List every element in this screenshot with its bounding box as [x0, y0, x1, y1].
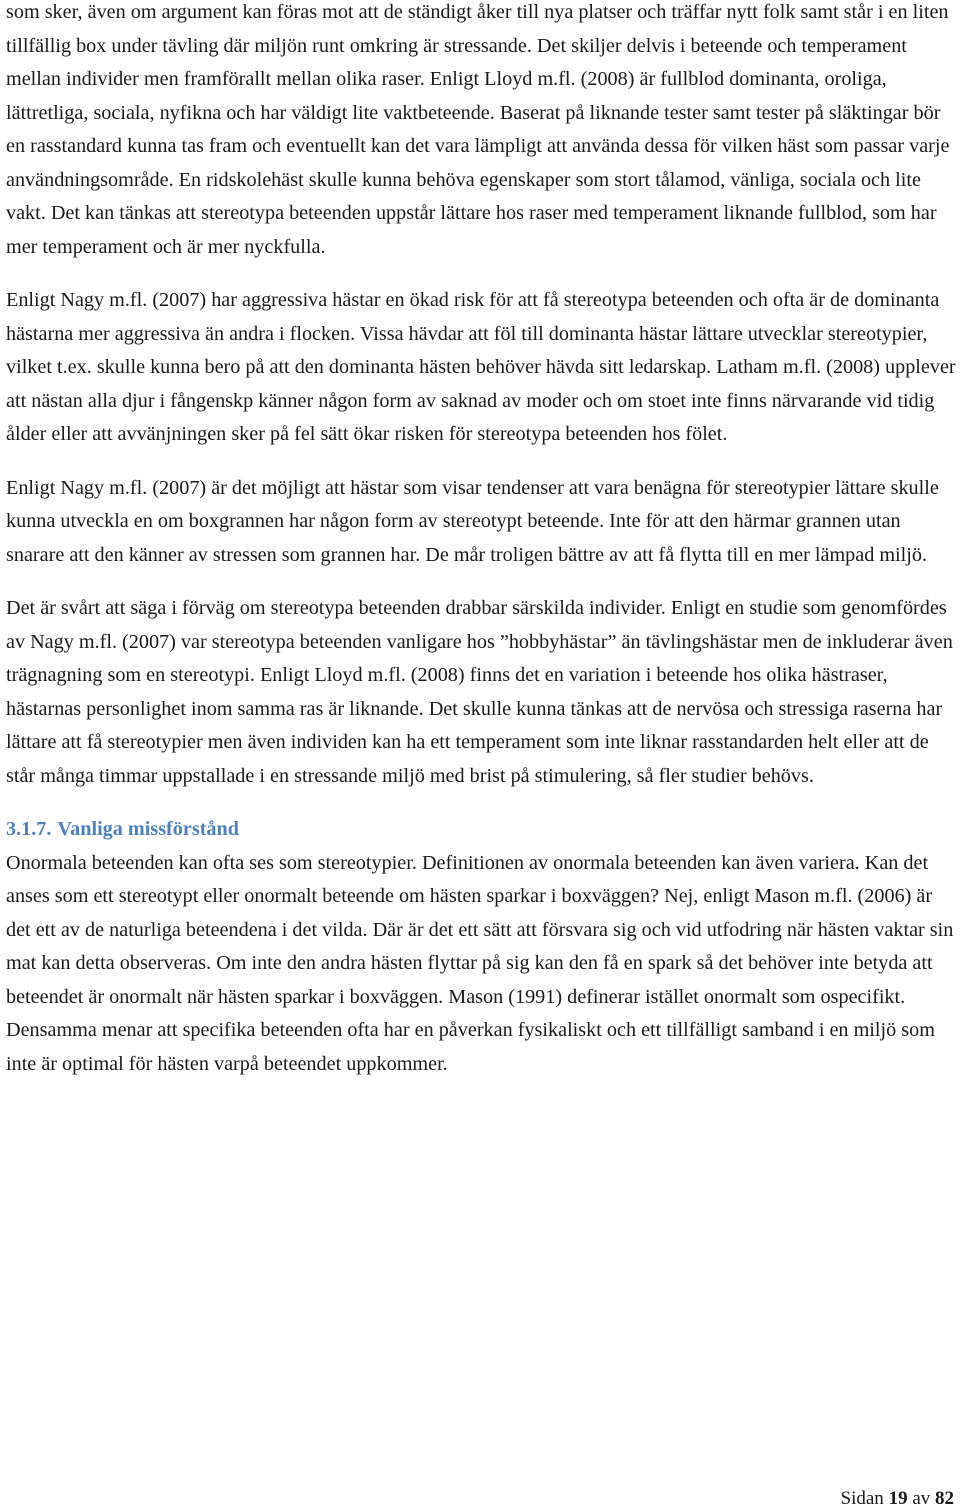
body-paragraph: som sker, även om argument kan föras mot att de ständigt åker till nya platser och träffar nytt folk samt står i en liten tillfällig box under tävling där miljön runt omkring är stressande. Det skiljer delvis i beteende och temperament mellan individer men framförallt mellan olika raser. Enligt Lloyd m.fl. (2008) är fullblod dominanta, oroliga, lättretliga, sociala, nyfikna och har väldigt lite vaktbeteende. Baserat på liknande tester samt tester på släktingar bör en rasstandard kunna tas fram och eventuellt kan det vara lämpligt att använda dessa för vilken häst som passar varje användningsområde. En ridskolehäst skulle kunna behöva egenskaper som stort tålamod, vänliga, sociala och lite vakt. Det kan tänkas att stereotypa beteenden uppstår lättare hos raser med temperament liknande fullblod, som har mer temperament och är mer nyckfulla. — [6, 1, 950, 258]
body-paragraph: Det är svårt att säga i förväg om stereotypa beteenden drabbar särskilda individer. Enligt en studie som genomfördes av Nagy m.fl. (2007) var stereotypa beteenden vanligare hos ”hobbyhästar” än tävlingshästar men de inkluderar även trägnagning som en stereotypi. Enligt Lloyd m.fl. (2008) finns det en variation i beteende hos olika hästraser, hästarnas personlighet inom samma ras är liknande. Det skulle kunna tänkas att de nervösa och stressiga raserna har lättare att få stereotypier men även individen kan ha ett temperament som inte liknar rasstandarden helt eller att de står många timmar uppstallade i en stressande miljö med brist på stimulering, så fler studier behövs. — [6, 597, 953, 787]
section-paragraph: Onormala beteenden kan ofta ses som stereotypier. Definitionen av onormala beteenden kan även variera. Kan det anses som ett stereotypt eller onormalt beteende om hästen sparkar i boxväggen? Nej, enligt Mason m.fl. (2006) är det ett av de naturliga beteendena i det vilda. Där är det ett sätt att försvara sig och vid utfodring när hästen vaktar sin mat kan detta observeras. Om inte den andra hästen flyttar på sig kan den få en spark så det behöver inte betyda att beteendet är onormalt när hästen sparkar i boxväggen. Mason (1991) definerar istället onormalt som ospecifikt. Densamma menar att specifika beteenden ofta har en påverkan fysikaliskt och ett tillfälligt samband i en miljö som inte är optimal för hästen varpå beteendet uppkommer. — [6, 851, 954, 1075]
section-heading — [6, 813, 956, 847]
footer-page-word: Sidan — [840, 1488, 884, 1509]
body-paragraph: Enligt Nagy m.fl. (2007) har aggressiva hästar en ökad risk för att få stereotypa beteenden och ofta är de dominanta hästarna mer aggressiva än andra i flocken. Vissa hävdar att föl till dominanta hästar lättare utvecklar stereotypier, vilket t.ex. skulle kunna bero på att den dominanta hästen behöver hävda sitt ledarskap. Latham m.fl. (2008) upplever att nästan alla djur i fångenskp känner någon form av saknad av moder och om stoet inte finns närvarande vid tidig ålder eller att avvänjningen sker på fel sätt ökar risken för stereotypa beteenden hos fölet. — [6, 289, 956, 445]
footer-of-word: av — [912, 1488, 931, 1509]
document-page — [6, 0, 956, 1081]
footer-total-pages: 82 — [935, 1488, 954, 1509]
body-paragraph: Enligt Nagy m.fl. (2007) är det möjligt att hästar som visar tendenser att vara benägna för stereotypier lättare skulle kunna utveckla en om boxgrannen har någon form av stereotypt beteende. Inte för att den härmar grannen utan snarare att den känner av stressen som grannen har. De mår troligen bättre av att få flytta till en mer lämpad miljö. — [6, 476, 939, 566]
section-number: 3.1.7. — [6, 818, 52, 840]
section-title: Vanliga missförstånd — [57, 818, 239, 840]
page-footer — [841, 1486, 954, 1512]
footer-page-number: 19 — [888, 1488, 908, 1509]
